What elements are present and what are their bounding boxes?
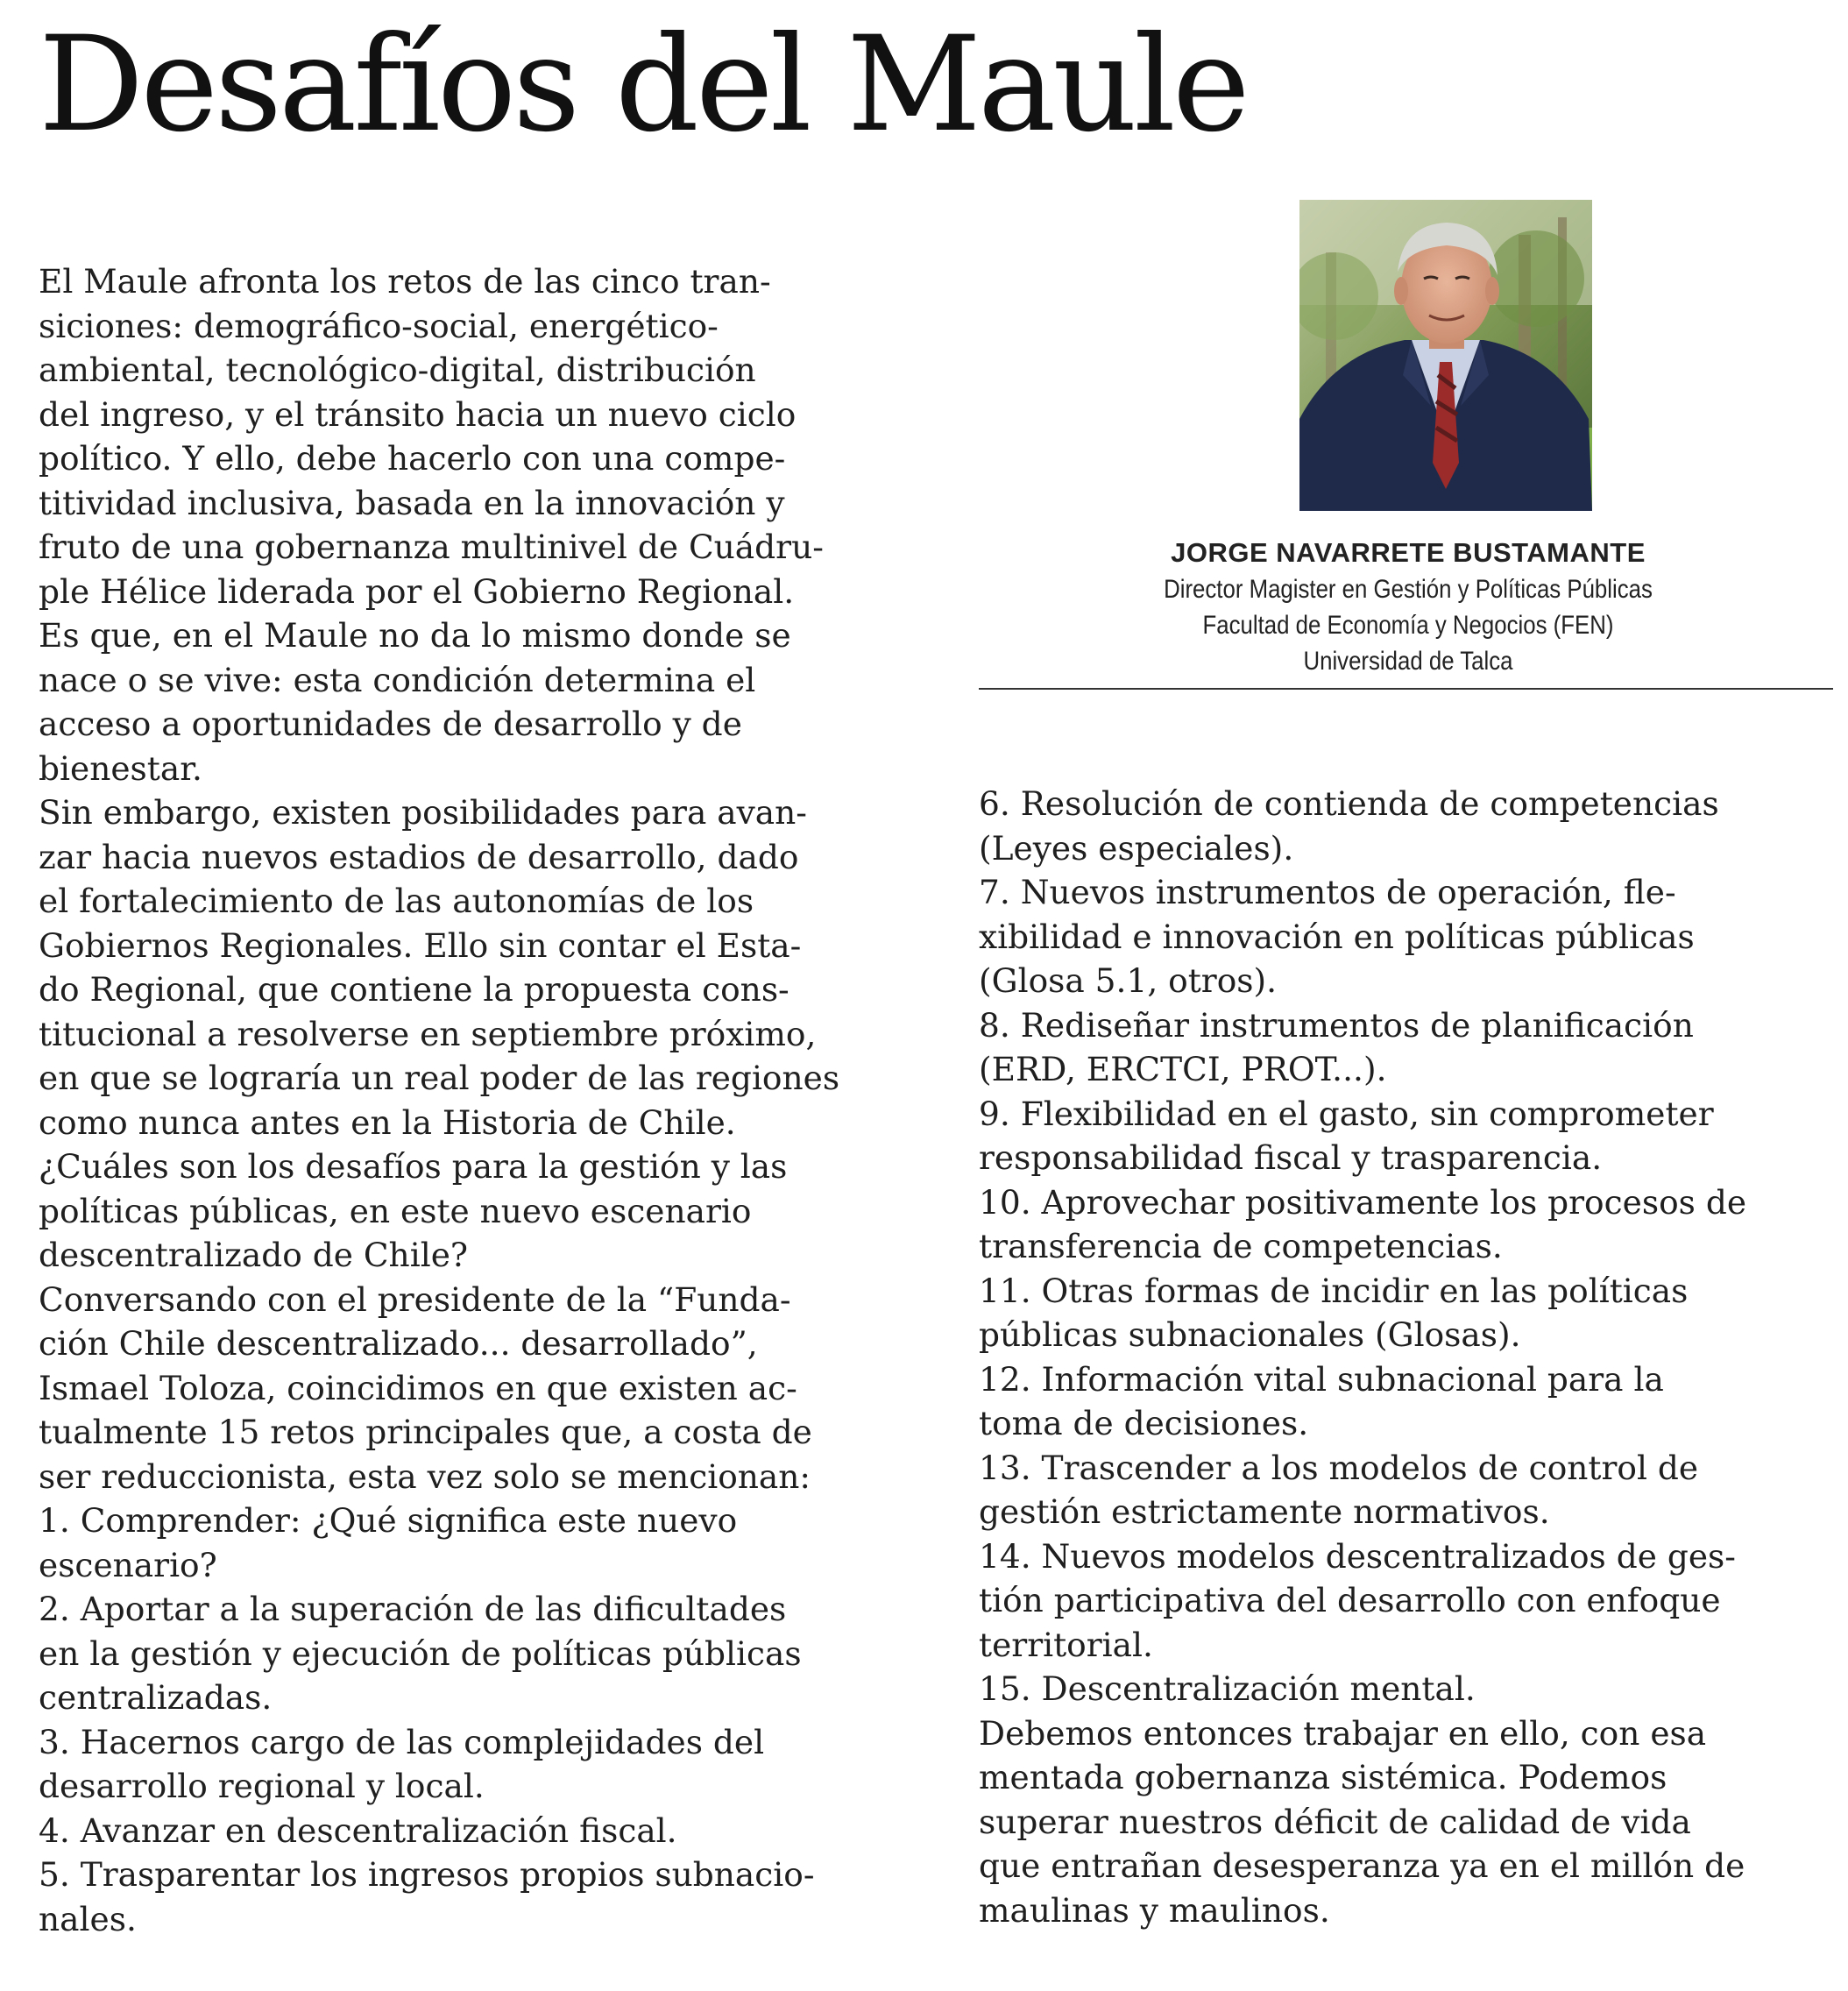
text-line: tión participativa del desarrollo con enfoque — [979, 1581, 1721, 1619]
text-line: zar hacia nuevos estadios de desarrollo, dado — [39, 837, 799, 876]
text-line: 12. Información vital subnacional para la — [979, 1359, 1664, 1399]
text-line: ción Chile descentralizado... desarrollado”, — [39, 1324, 758, 1363]
text-line: territorial. — [979, 1625, 1153, 1664]
author-photo — [1299, 200, 1592, 511]
text-line: 7. Nuevos instrumentos de operación, fle- — [979, 873, 1676, 911]
text-line: gestión estrictamente normativos. — [979, 1492, 1550, 1531]
author-byline — [979, 535, 1837, 679]
text-line: fruto de una gobernanza multinivel de Cuádru- — [39, 528, 824, 566]
text-line: descentralizado de Chile? — [39, 1236, 468, 1274]
text-line: ser reduccionista, esta vez solo se mencionan: — [39, 1456, 811, 1496]
text-line: 14. Nuevos modelos descentralizados de ges- — [979, 1536, 1736, 1576]
author-role: Director Magister en Gestión y Políticas Públicas — [1164, 575, 1653, 604]
text-line: toma de decisiones. — [979, 1404, 1309, 1442]
text-line: mentada gobernanza sistémica. Podemos — [979, 1758, 1667, 1796]
author-faculty: Facultad de Economía y Negocios (FEN) — [1202, 611, 1614, 640]
article-column-right — [979, 782, 1837, 1932]
text-line: político. Y ello, debe hacerlo con una compe- — [39, 439, 786, 478]
text-line: (ERD, ERCTCI, PROT...). — [979, 1050, 1387, 1088]
text-line: en la gestión y ejecución de políticas públicas — [39, 1633, 802, 1673]
text-line: 8. Rediseñar instrumentos de planificación — [979, 1005, 1694, 1045]
text-line: que entrañan desesperanza ya en el millón de — [979, 1846, 1745, 1885]
text-line: ¿Cuáles son los desafíos para la gestión y las — [39, 1147, 788, 1186]
text-line: titucional a resolverse en septiembre próximo, — [39, 1014, 817, 1053]
text-line: Debemos entonces trabajar en ello, con esa — [979, 1713, 1707, 1753]
text-line: 10. Aprovechar positivamente los procesos de — [979, 1182, 1747, 1222]
text-line: 3. Hacernos cargo de las complejidades del — [39, 1722, 765, 1761]
text-line: escenario? — [39, 1545, 217, 1584]
text-line: ple Hélice liderada por el Gobierno Regional. — [39, 571, 795, 611]
author-name: JORGE NAVARRETE BUSTAMANTE — [1171, 537, 1646, 568]
text-line: el fortalecimiento de las autonomías de los — [39, 882, 754, 920]
text-line: políticas públicas, en este nuevo escenario — [39, 1191, 752, 1230]
text-line: del ingreso, y el tránsito hacia un nuevo ciclo — [39, 394, 797, 434]
article-column-left — [39, 259, 915, 1941]
text-line: Conversando con el presidente de la “Funda- — [39, 1279, 791, 1319]
text-line: nace o se vive: esta condición determina el — [39, 660, 756, 699]
text-line: bienestar. — [39, 748, 202, 788]
text-line: Sin embargo, existen posibilidades para avan- — [39, 793, 807, 832]
text-line: superar nuestros déficit de calidad de vida — [979, 1802, 1691, 1841]
text-line: (Glosa 5.1, otros). — [979, 961, 1278, 1000]
text-line: maulinas y maulinos. — [979, 1890, 1330, 1930]
text-line: 13. Trascender a los modelos de control de — [979, 1448, 1699, 1487]
text-line: El Maule afronta los retos de las cinco tran- — [39, 262, 771, 301]
text-line: siciones: demográfico-social, energético- — [39, 306, 719, 345]
text-line: 1. Comprender: ¿Qué significa este nuevo — [39, 1501, 738, 1540]
text-line: Es que, en el Maule no da lo mismo donde se — [39, 616, 791, 655]
text-line: 4. Avanzar en descentralización fiscal. — [39, 1810, 677, 1850]
text-line: transferencia de competencias. — [979, 1227, 1503, 1265]
text-line: 15. Descentralización mental. — [979, 1669, 1476, 1708]
text-line: públicas subnacionales (Glosas). — [979, 1315, 1521, 1354]
text-line: 9. Flexibilidad en el gasto, sin comprometer — [979, 1094, 1714, 1133]
byline-divider — [979, 688, 1833, 690]
text-line: acceso a oportunidades de desarrollo y de — [39, 705, 742, 743]
text-line: 2. Aportar a la superación de las dificultades — [39, 1590, 787, 1628]
text-line: xibilidad e innovación en políticas públicas — [979, 917, 1695, 956]
text-line: en que se lograría un real poder de las regiones — [39, 1059, 840, 1097]
author-university: Universidad de Talca — [1303, 647, 1513, 676]
text-line: titividad inclusiva, basada en la innovación y — [39, 483, 785, 522]
text-line: ambiental, tecnológico-digital, distribución — [39, 351, 756, 389]
text-line: 5. Trasparentar los ingresos propios subnacio- — [39, 1855, 815, 1894]
text-line: responsabilidad fiscal y trasparencia. — [979, 1138, 1603, 1177]
text-line: nales. — [39, 1899, 137, 1938]
text-line: 11. Otras formas de incidir en las políticas — [979, 1271, 1689, 1310]
text-line: como nunca antes en la Historia de Chile. — [39, 1102, 736, 1142]
text-line: do Regional, que contiene la propuesta cons- — [39, 970, 789, 1009]
text-line: Ismael Toloza, coincidimos en que existen ac- — [39, 1368, 797, 1407]
text-line: Gobiernos Regionales. Ello sin contar el Esta- — [39, 925, 802, 965]
text-line: 6. Resolución de contienda de competencias — [979, 784, 1719, 823]
headline: Desafíos del Maule — [39, 9, 1247, 161]
text-line: tualmente 15 retos principales que, a costa de — [39, 1413, 812, 1451]
text-line: desarrollo regional y local. — [39, 1767, 485, 1805]
text-line: (Leyes especiales). — [979, 828, 1294, 868]
text-line: centralizadas. — [39, 1678, 273, 1717]
